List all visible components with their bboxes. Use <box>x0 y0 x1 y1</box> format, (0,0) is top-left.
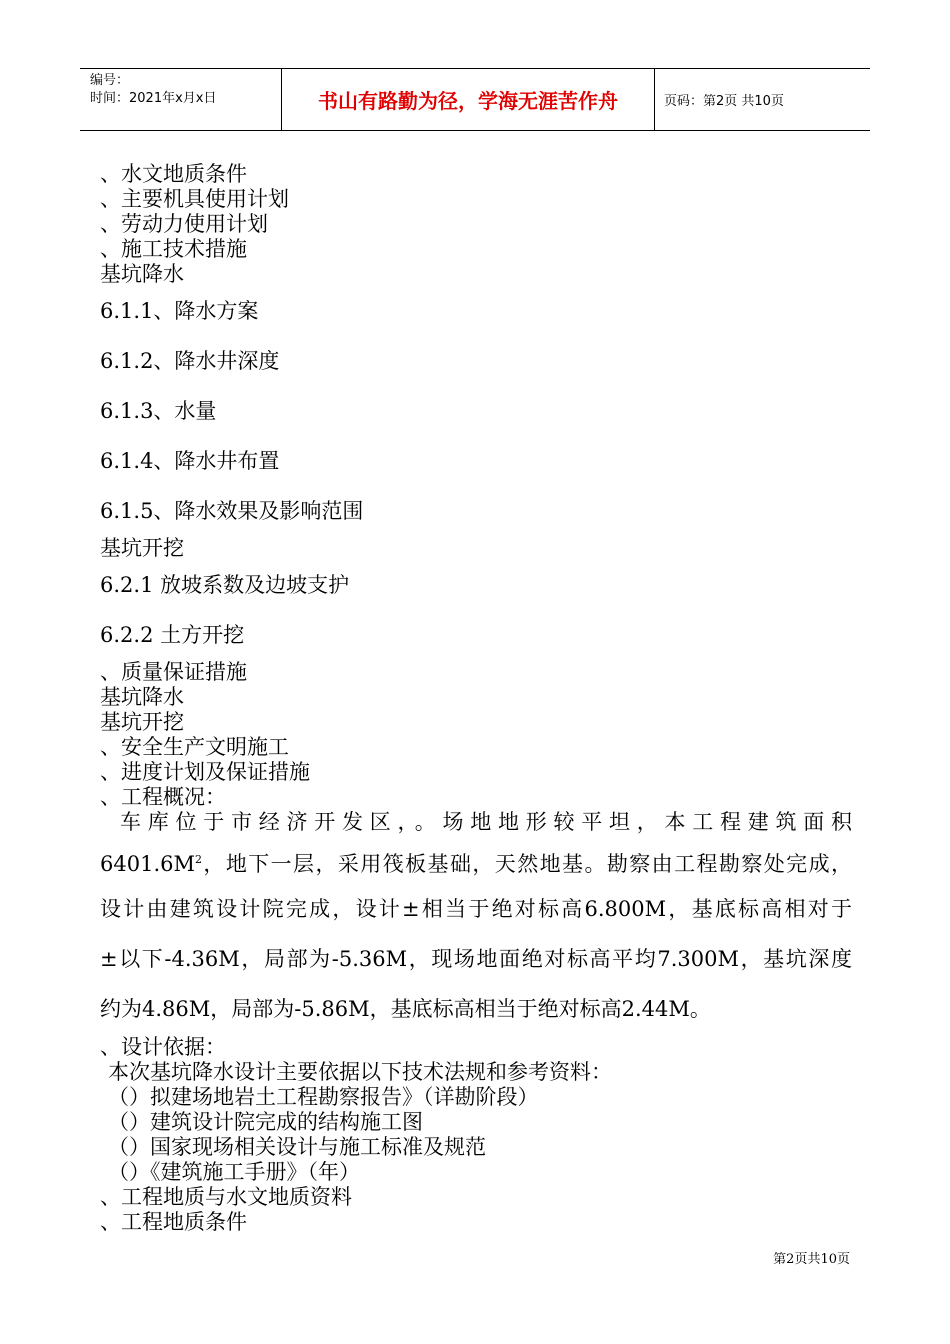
number-label: 编号： <box>90 73 130 88</box>
section-heading: 、设计依据： <box>100 1035 226 1059</box>
time-label: 时间：2021年x月x日 <box>90 91 217 106</box>
section-heading: 、工程地质条件 <box>100 1210 247 1234</box>
toc-line: 6.1.2、降水井深度 <box>100 349 280 373</box>
overview-line: 约为4.86M，局部为-5.86M，基底标高相当于绝对标高2.44M。 <box>100 997 711 1021</box>
toc-line: 6.2.2 土方开挖 <box>100 623 245 647</box>
toc-line: 6.1.3、水量 <box>100 399 217 423</box>
toc-line: 、主要机具使用计划 <box>100 187 289 211</box>
page-header <box>80 68 870 131</box>
toc-line: 基坑开挖 <box>100 710 184 734</box>
section-heading: 、工程地质与水文地质资料 <box>100 1185 352 1209</box>
toc-line: 基坑开挖 <box>100 536 184 560</box>
toc-line: 、进度计划及保证措施 <box>100 760 310 784</box>
basis-line: （）建筑设计院完成的结构施工图 <box>108 1110 423 1134</box>
toc-line: 、质量保证措施 <box>100 660 247 684</box>
page-footer: 第2页共10页 <box>773 1252 850 1267</box>
overview-line: 设计由建筑设计院完成，设计±相当于绝对标高6.800M，基底标高相对于 <box>100 897 852 921</box>
header-meta <box>80 69 282 130</box>
toc-line: 、安全生产文明施工 <box>100 735 289 759</box>
toc-line: 、水文地质条件 <box>100 162 247 186</box>
toc-line: 6.1.1、降水方案 <box>100 299 259 323</box>
basis-line: 本次基坑降水设计主要依据以下技术法规和参考资料： <box>108 1060 612 1084</box>
header-motto: 书山有路勤为径，学海无涯苦作舟 <box>282 69 655 130</box>
toc-line: 6.2.1 放坡系数及边坡支护 <box>100 573 350 597</box>
toc-line: 6.1.4、降水井布置 <box>100 449 280 473</box>
toc-line: 、劳动力使用计划 <box>100 212 268 236</box>
toc-line: 基坑降水 <box>100 685 184 709</box>
overview-line: ±以下-4.36M，局部为-5.36M，现场地面绝对标高平均7.300M，基坑深度 <box>100 947 852 971</box>
header-page-info: 页码：第2页 共10页 <box>664 94 784 109</box>
overview-area-value: 6401.6M <box>100 852 195 876</box>
section-heading: 、工程概况： <box>100 785 226 809</box>
overview-line-rest: ，地下一层，采用筏板基础，天然地基。勘察由工程勘察处完成， <box>201 852 852 876</box>
toc-line: 基坑降水 <box>100 262 184 286</box>
overview-line: 车库位于市经济开发区，。场地地形较平坦，本工程建筑面积 <box>120 810 852 834</box>
toc-line: 、施工技术措施 <box>100 237 247 261</box>
toc-line: 6.1.5、降水效果及影响范围 <box>100 499 364 523</box>
basis-line: （）《建筑施工手册》（年） <box>108 1160 360 1184</box>
overview-line <box>100 847 852 877</box>
basis-line: （）国家现场相关设计与施工标准及规范 <box>108 1135 486 1159</box>
overview-area-unit-sup: 2 <box>194 853 202 866</box>
basis-line: （）拟建场地岩土工程勘察报告》（详勘阶段） <box>108 1085 539 1109</box>
